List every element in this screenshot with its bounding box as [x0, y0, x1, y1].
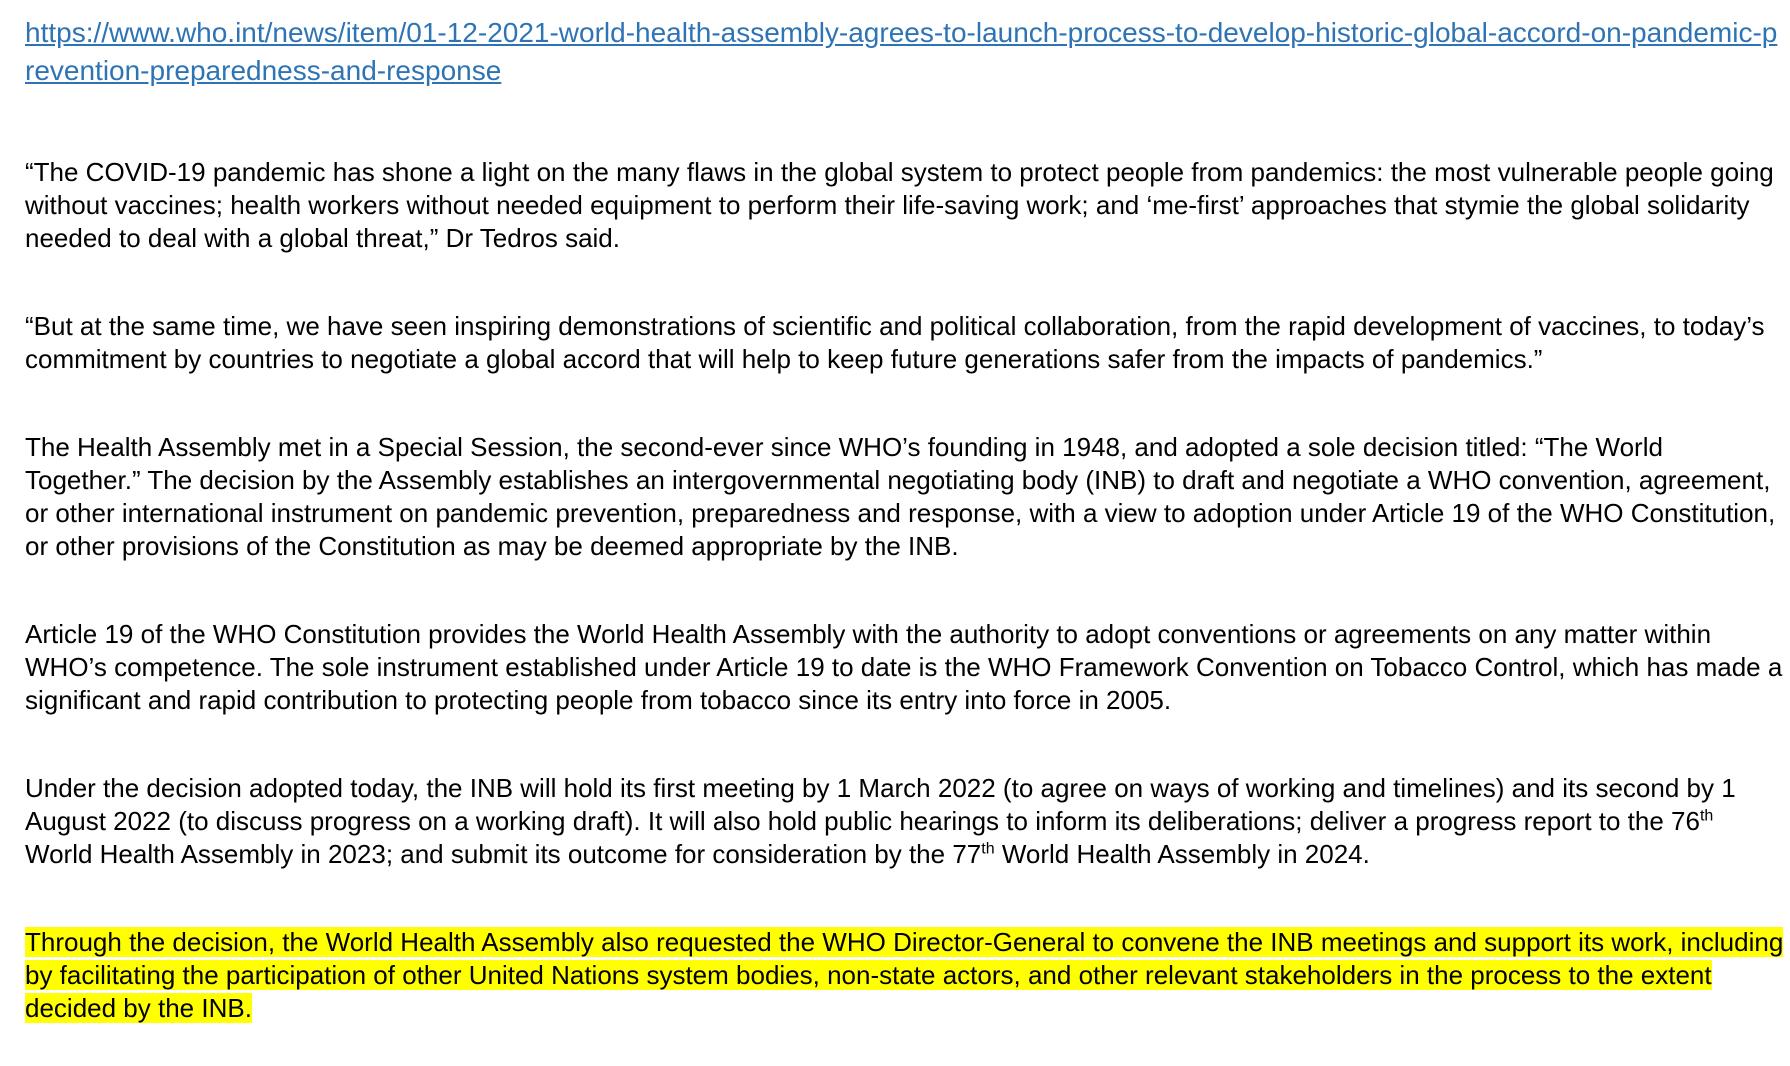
document-page: [25, 14, 1785, 1025]
paragraph-quote-flaws: “The COVID-19 pandemic has shone a light on the many flaws in the global system to protect people from pandemics: the most vulnerable people going without vaccines; health workers without needed equipment to perform their life-saving work; and ‘me-first’ approaches that stymie the global solidarity needed to deal with a global threat,” Dr Tedros said.: [25, 157, 1774, 253]
ordinal-suffix-76: th: [1699, 807, 1714, 825]
timeline-text-1: Under the decision adopted today, the INB will hold its first meeting by 1 March 2022 (to agree on ways of working and timelines) and its second by 1 August 2022 (to discuss progress on a working draft). It will also hold public hearings to inform its deliberations; deliver a progress report to the 76: [25, 773, 1736, 836]
paragraph-article-19: Article 19 of the WHO Constitution provides the World Health Assembly with the authority to adopt conventions or agreements on any matter within WHO’s competence. The sole instrument established under Article 19 to date is the WHO Framework Convention on Tobacco Control, which has made a significant and rapid contribution to protecting people from tobacco since its entry into force in 2005.: [25, 619, 1783, 715]
timeline-text-3: World Health Assembly in 2024.: [994, 839, 1370, 869]
source-url-link[interactable]: https://www.who.int/news/item/01-12-2021-world-health-assembly-agrees-to-launch-process-to-develop-historic-global-accord-on-pandemic-prevention-preparedness-and-response: [25, 17, 1778, 86]
paragraph-highlighted: [25, 926, 1785, 1025]
paragraph-quote-inspiring: “But at the same time, we have seen inspiring demonstrations of scientific and political collaboration, from the rapid development of vaccines, to today’s commitment by countries to negotiate a global accord that will help to keep future generations safer from the impacts of pandemics.”: [25, 311, 1765, 374]
timeline-text-2: World Health Assembly in 2023; and submit its outcome for consideration by the 77: [25, 839, 982, 869]
ordinal-suffix-77: th: [981, 840, 995, 858]
paragraph-special-session: The Health Assembly met in a Special Session, the second-ever since WHO’s founding in 1948, and adopted a sole decision titled: “The World Together.” The decision by the Assembly establishes an intergovernmental negotiating body (INB) to draft and negotiate a WHO convention, agreement, or other international instrument on pandemic prevention, preparedness and response, with a view to adoption under Article 19 of the WHO Constitution, or other provisions of the Constitution as may be deemed appropriate by the INB.: [25, 432, 1776, 561]
highlighted-text: Through the decision, the World Health Assembly also requested the WHO Director-General to convene the INB meetings and support its work, including by facilitating the participation of other United Nations system bodies, non-state actors, and other relevant stakeholders in the process to the extent decided by the INB.: [25, 927, 1784, 1023]
paragraph-timeline: [25, 772, 1785, 871]
